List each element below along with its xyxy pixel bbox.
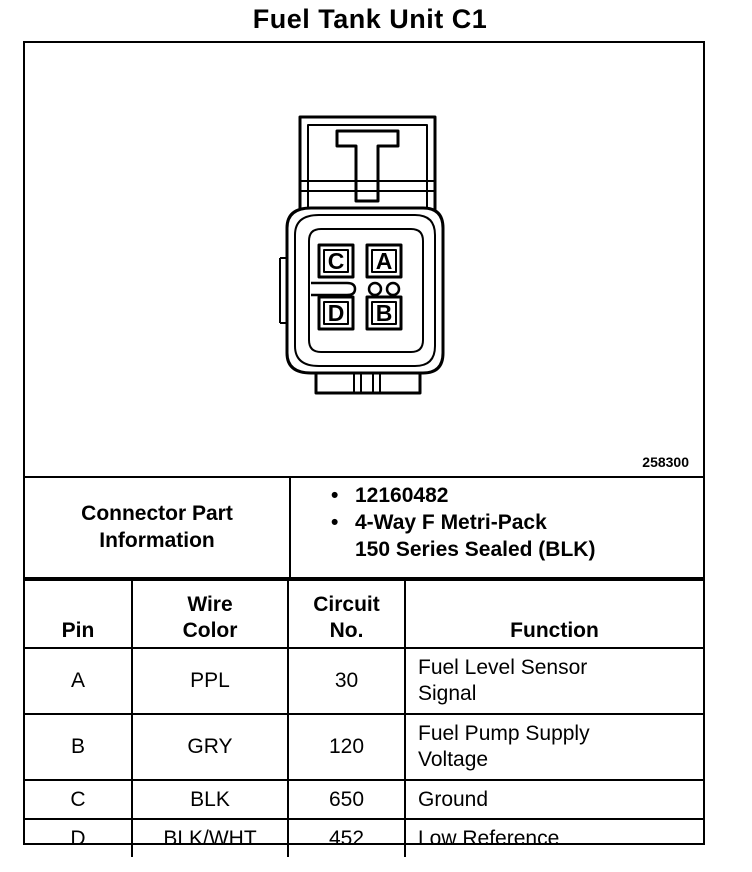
circuit-cell: 120 bbox=[288, 714, 405, 780]
header-pin: Pin bbox=[25, 580, 132, 648]
function-cell: Fuel Level Sensor Signal bbox=[405, 648, 703, 714]
circuit-cell: 452 bbox=[288, 819, 405, 857]
pin-label-b: B bbox=[375, 300, 393, 326]
wire-color-cell: PPL bbox=[132, 648, 288, 714]
connector-description: • 4-Way F Metri-Pack 150 Series Sealed (BLK) bbox=[325, 509, 595, 563]
function-cell: Low Reference bbox=[405, 819, 703, 857]
pin-cell: D bbox=[25, 819, 132, 857]
pin-table bbox=[25, 579, 703, 857]
pin-cell: B bbox=[25, 714, 132, 780]
table-row bbox=[25, 714, 703, 780]
connector-drawing bbox=[25, 43, 703, 476]
header-circuit: Circuit No. bbox=[288, 580, 405, 648]
connector-figure bbox=[25, 43, 703, 478]
wire-color-cell: BLK bbox=[132, 780, 288, 819]
pin-label-c: C bbox=[327, 248, 345, 274]
pin-label-d: D bbox=[327, 300, 345, 326]
connector-chart bbox=[23, 41, 705, 850]
wire-color-cell: GRY bbox=[132, 714, 288, 780]
function-cell: Fuel Pump Supply Voltage bbox=[405, 714, 703, 780]
table-row bbox=[25, 648, 703, 714]
pin-cell: C bbox=[25, 780, 132, 819]
table-row bbox=[25, 819, 703, 857]
table-row bbox=[25, 780, 703, 819]
header-wire-color: Wire Color bbox=[132, 580, 288, 648]
connector-info-label: Connector Part Information bbox=[25, 476, 291, 577]
page-title: Fuel Tank Unit C1 bbox=[252, 4, 488, 34]
connector-info-row bbox=[25, 476, 703, 579]
header-function: Function bbox=[405, 580, 703, 648]
pin-cell: A bbox=[25, 648, 132, 714]
wire-color-cell: BLK/WHT bbox=[132, 819, 288, 857]
circuit-cell: 650 bbox=[288, 780, 405, 819]
connector-info-list bbox=[325, 482, 595, 563]
part-number: • 12160482 bbox=[325, 482, 595, 509]
figure-number: 258300 bbox=[642, 454, 689, 470]
pin-label-a: A bbox=[375, 248, 393, 274]
circuit-cell: 30 bbox=[288, 648, 405, 714]
function-cell: Ground bbox=[405, 780, 703, 819]
